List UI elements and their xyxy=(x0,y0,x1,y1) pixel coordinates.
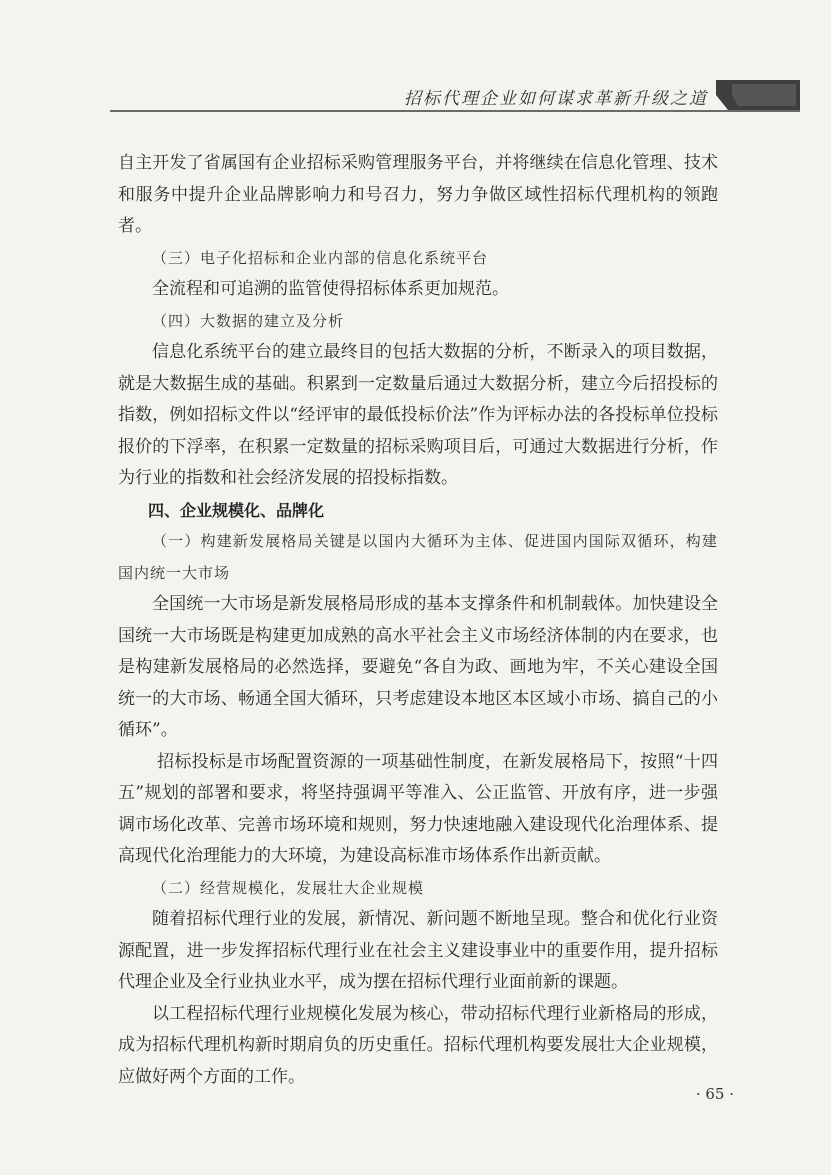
paragraph: 招标投标是市场配置资源的一项基础性制度，在新发展格局下，按照“十四五”规划的部署和要求，将坚持强调平等准入、公正监管、开放有序，进一步强调市场化改革、完善市场环境和规则，努力快速地融入建设现代化治理体系、提高现代化治理能力的大环境，为建设高标准市场体系作出新贡献。 xyxy=(118,751,718,866)
subsection-heading: （三）电子化招标和企业内部的信息化系统平台 xyxy=(152,248,489,267)
paragraph: 信息化系统平台的建立最终目的包括大数据的分析，不断录入的项目数据，就是大数据生成的基础。积累到一定数量后通过大数据分析，建立今后招投标的指数，例如招标文件以“经评审的最低投标价法”作为评标办法的各投标单位投标报价的下浮率，在积累一定数量的招标采购项目后，可通过大数据进行分析，作为行业的指数和社会经济发展的招投标指数。 xyxy=(118,342,718,488)
page-header xyxy=(110,78,800,112)
header-rule xyxy=(110,110,800,112)
header-tab-decoration xyxy=(716,78,800,110)
paragraph: 以工程招标代理行业规模化发展为核心，带动招标代理行业新格局的形成，成为招标代理机构新时期肩负的历史重任。招标代理机构要发展壮大企业规模，应做好两个方面的工作。 xyxy=(118,1003,718,1087)
paragraph: 全流程和可追溯的监管使得招标体系更加规范。 xyxy=(152,279,509,299)
section-heading: 四、企业规模化、品牌化 xyxy=(148,500,325,520)
subsection-heading: （一）构建新发展格局关键是以国内大循环为主体、促进国内国际双循环，构建国内统一大市场 xyxy=(118,532,718,582)
page-number: · 65 · xyxy=(695,1085,734,1103)
page-body xyxy=(118,148,718,1093)
running-title: 招标代理企业如何谋求革新升级之道 xyxy=(404,89,708,109)
paragraph: 随着招标代理行业的发展，新情况、新问题不断地呈现。整合和优化行业资源配置，进一步发挥招标代理行业在社会主义建设事业中的重要作用，提升招标代理企业及全行业执业水平，成为摆在招标代理行业面前新的课题。 xyxy=(118,909,718,992)
paragraph: 自主开发了省属国有企业招标采购管理服务平台，并将继续在信息化管理、技术和服务中提升企业品牌影响力和号召力，努力争做区域性招标代理机构的领跑者。 xyxy=(118,153,718,236)
subsection-heading: （四）大数据的建立及分析 xyxy=(152,311,345,330)
paragraph: 全国统一大市场是新发展格局形成的基本支撑条件和机制载体。加快建设全国统一大市场既是构建更加成熟的高水平社会主义市场经济体制的内在要求，也是构建新发展格局的必然选择，要避免“各自为政、画地为牢，不关心建设全国统一的大市场、畅通全国大循环，只考虑建设本地区本区域小市场、搞自己的小循环”。 xyxy=(118,594,718,740)
subsection-heading: （二）经营规模化，发展壮大企业规模 xyxy=(152,878,425,897)
